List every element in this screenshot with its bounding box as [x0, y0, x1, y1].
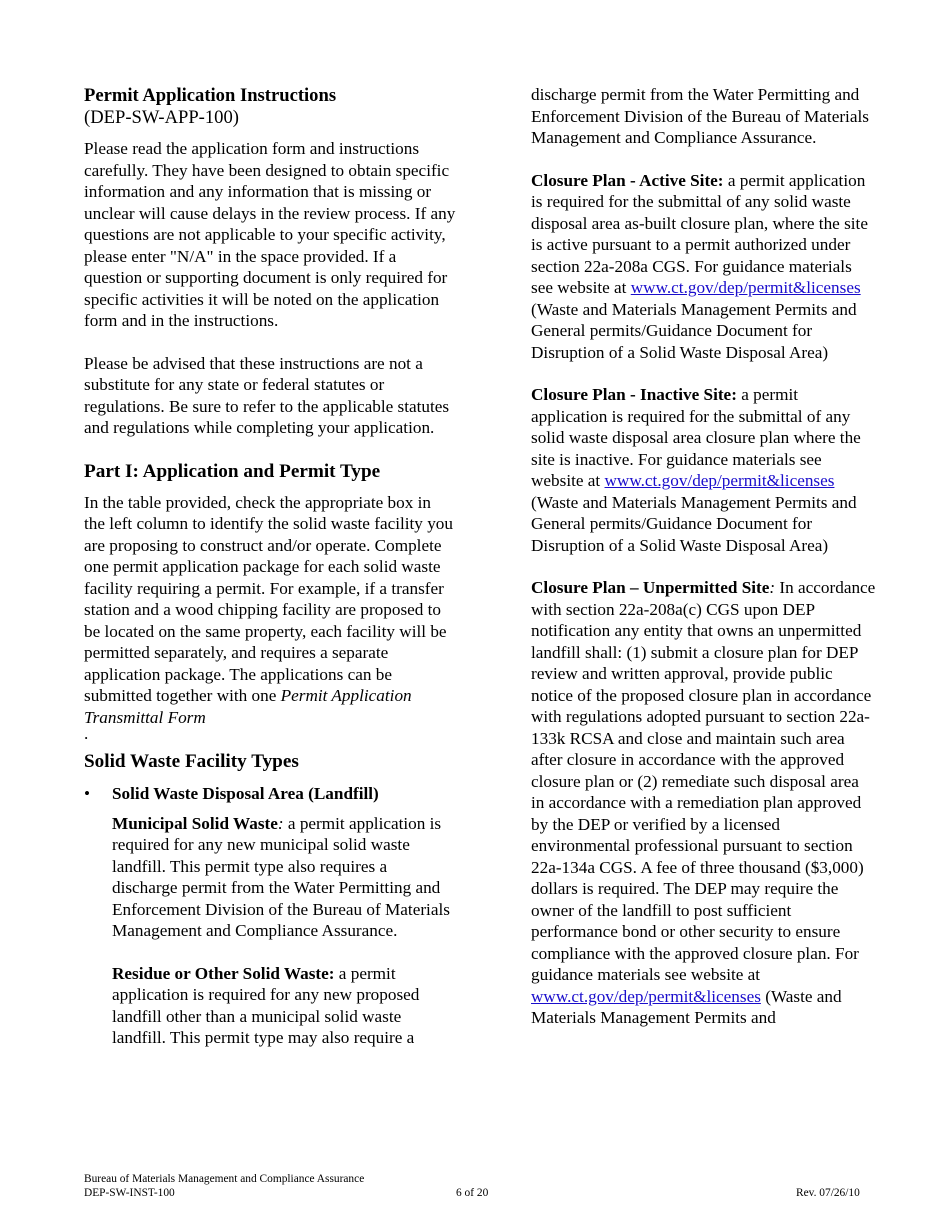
permits-link[interactable]: www.ct.gov/dep/permit&licenses [630, 278, 861, 297]
unpermitted-colon: : [769, 578, 776, 597]
transmittal-form-name: Permit Application Transmittal Form [84, 686, 412, 727]
left-column [84, 84, 456, 1049]
unpermitted-site-paragraph [531, 577, 876, 1029]
form-code: (DEP-SW-APP-100) [84, 107, 239, 128]
active-site-paragraph [531, 170, 876, 364]
inactive-site-text: a permit application is required for the submittal of any solid waste disposal area closure plan where the site is inactive. For guidance materials see website at [531, 385, 861, 490]
unpermitted-site-tail: (Waste and Materials Management Permits and [531, 986, 842, 1027]
msw-label: Municipal Solid Waste [112, 813, 278, 833]
permits-link[interactable]: www.ct.gov/dep/permit&licenses [604, 471, 835, 490]
inactive-site-label: Closure Plan - Inactive Site: [531, 385, 737, 404]
msw-colon: : [277, 813, 284, 833]
unpermitted-site-text: In accordance with section 22a-208a(c) CGS upon DEP notification any entity that owns an unpermitted landfill shall: (1) submit a closure plan for DEP review and written approval, provide public notice of the proposed closure plan in accordance with regulations adopted pursuant to section 22a-133k RCSA and close and maintain such area after closure in accordance with the approved closure plan or (2) remediate such disposal area in accordance with a remediation plan approved by the DEP or verified by a licensed environmental professional pursuant to section 22a-134a CGS. A fee of three thousand ($3,000) dollars is required. The DEP may require the owner of the landfill to post sufficient performance bond or other security to ensure compliance with the approved closure plan. For guidance materials see website at [531, 578, 876, 984]
facility-types-heading: Solid Waste Facility Types [84, 751, 299, 772]
active-site-tail: (Waste and Materials Management Permits and General permits/Guidance Document for Disruption of a Solid Waste Disposal Area) [531, 299, 857, 362]
active-site-label: Closure Plan - Active Site: [531, 170, 724, 190]
inactive-site-tail: (Waste and Materials Management Permits and General permits/Guidance Document for Disruption of a Solid Waste Disposal Area) [531, 492, 857, 555]
active-site-text: a permit application is required for the submittal of any solid waste disposal area as-built closure plan, where the site is active pursuant to a permit authorized under section 22a-208a CGS. For guidance materials see website at [531, 170, 868, 297]
landfill-bullet [84, 783, 456, 805]
footer-revision: Rev. 07/26/10 [796, 1187, 860, 1199]
continued-paragraph: discharge permit from the Water Permitting and Enforcement Division of the Bureau of Materials Management and Compliance Assurance. [531, 85, 869, 147]
footer-bureau: Bureau of Materials Management and Compliance Assurance [84, 1173, 365, 1185]
part1-text: In the table provided, check the appropriate box in the left column to identify the solid waste facility you are proposing to construct and/or operate. Complete one permit application package for each solid waste facility requiring a permit. For example, if a transfer station and a wood chipping facility are proposed to be located on the same property, each facility will be permitted separately, and requires a separate application package. The applications can be submitted together with one [84, 492, 453, 705]
document-title: Permit Application Instructions [84, 85, 337, 106]
permits-link[interactable]: www.ct.gov/dep/permit&licenses [531, 986, 761, 1006]
inactive-site-paragraph [531, 384, 876, 556]
residue-paragraph [84, 963, 456, 1049]
footer-doc-code: DEP-SW-INST-100 [84, 1187, 175, 1199]
intro-paragraph-1: Please read the application form and instructions carefully. They have been designed to obtain specific information and any information that is missing or unclear will cause delays in the review process. If any questions are not applicable to your specific activity, please enter "N/A" in the space provided. If a question or supporting document is only required for specific activities it will be noted on the application form and in the instructions. [84, 139, 456, 330]
right-column [531, 84, 876, 1029]
msw-paragraph [84, 813, 456, 942]
stray-period: . [84, 724, 89, 743]
part1-heading: Part I: Application and Permit Type [84, 460, 381, 482]
msw-text: a permit application is required for any new municipal solid waste landfill. This permit type also requires a discharge permit from the Water Permitting and Enforcement Division of the Bureau of Materials Management and Compliance Assurance. [112, 813, 450, 940]
landfill-bullet-label: Solid Waste Disposal Area (Landfill) [112, 784, 379, 803]
footer-page-number: 6 of 20 [456, 1187, 489, 1199]
bullet-icon: • [84, 784, 91, 803]
part1-paragraph [84, 492, 456, 729]
residue-text: a permit application is required for any new proposed landfill other than a municipal solid waste landfill. This permit type may also require a [112, 963, 420, 1047]
residue-label: Residue or Other Solid Waste: [112, 963, 335, 983]
intro-paragraph-2: Please be advised that these instructions are not a substitute for any state or federal statutes or regulations. Be sure to refer to the applicable statutes and regulations while completing your application. [84, 353, 450, 437]
unpermitted-site-label: Closure Plan – Unpermitted Site [531, 578, 770, 597]
